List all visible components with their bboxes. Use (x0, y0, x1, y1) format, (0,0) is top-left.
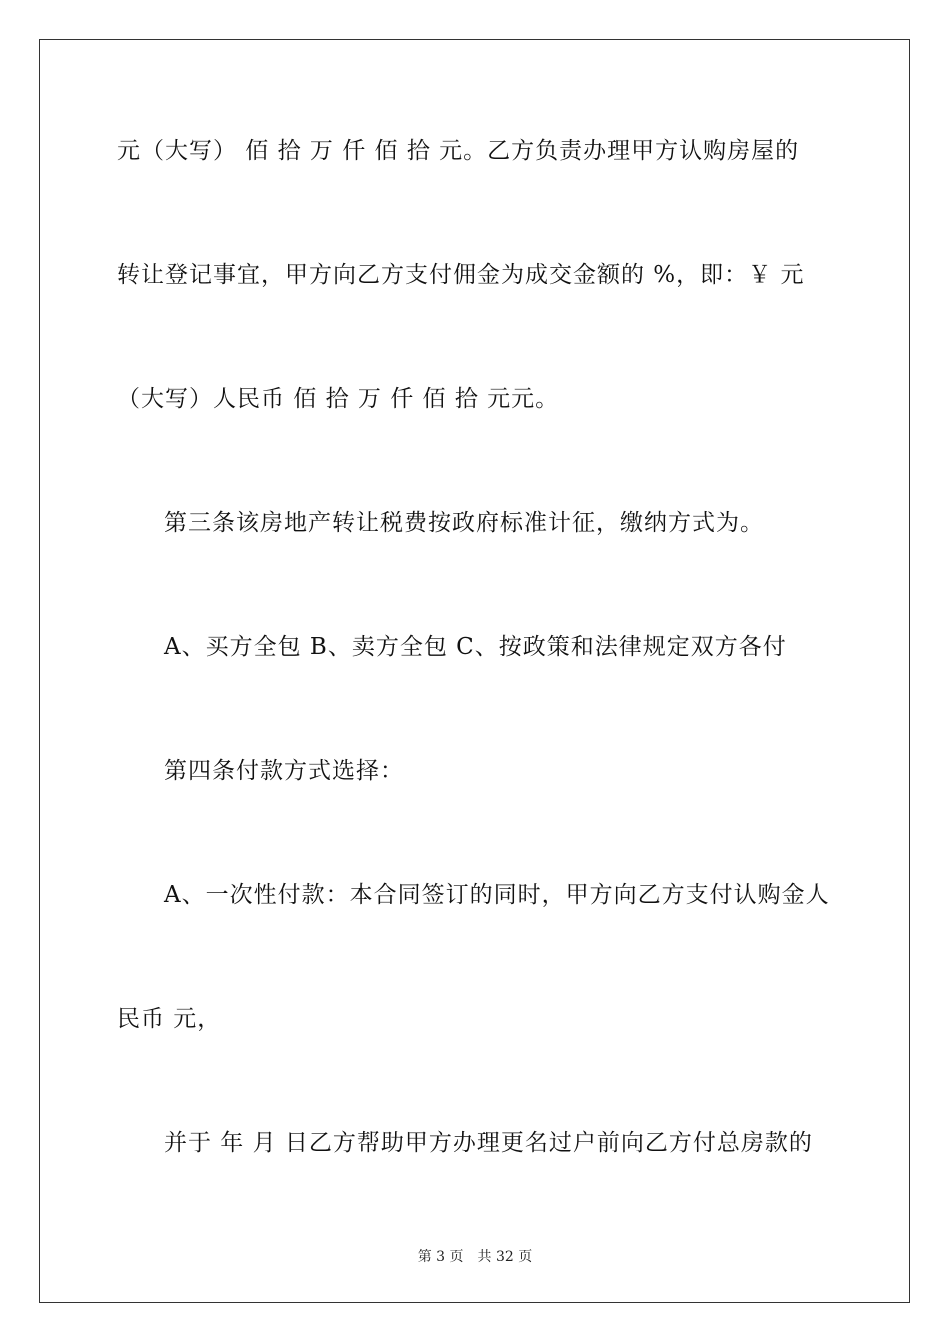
article-4-heading: 第四条付款方式选择： (164, 758, 404, 784)
payment-schedule-line: 并于 年 月 日乙方帮助甲方办理更名过户前向乙方付总房款的 (164, 1130, 813, 1156)
tax-payment-options: A、买方全包 B、卖方全包 C、按政策和法律规定双方各付 (164, 634, 787, 660)
page-border (39, 39, 910, 1303)
payment-option-a: A、一次性付款：本合同签订的同时，甲方向乙方支付认购金人 (164, 882, 830, 908)
page-number-footer: 第 3 页 共 32 页 (417, 1249, 533, 1265)
paragraph-line-3: （大写）人民币 佰 拾 万 仟 佰 拾 元元。 (117, 386, 560, 412)
paragraph-line-2: 转让登记事宜，甲方向乙方支付佣金为成交金额的 %，即：￥ 元 (117, 262, 805, 288)
paragraph-line-1: 元（大写） 佰 拾 万 仟 佰 拾 元。乙方负责办理甲方认购房屋的 (117, 138, 800, 164)
article-3-heading: 第三条该房地产转让税费按政府标准计征，缴纳方式为。 (164, 510, 764, 536)
payment-option-a-continued: 民币 元， (117, 1006, 222, 1032)
